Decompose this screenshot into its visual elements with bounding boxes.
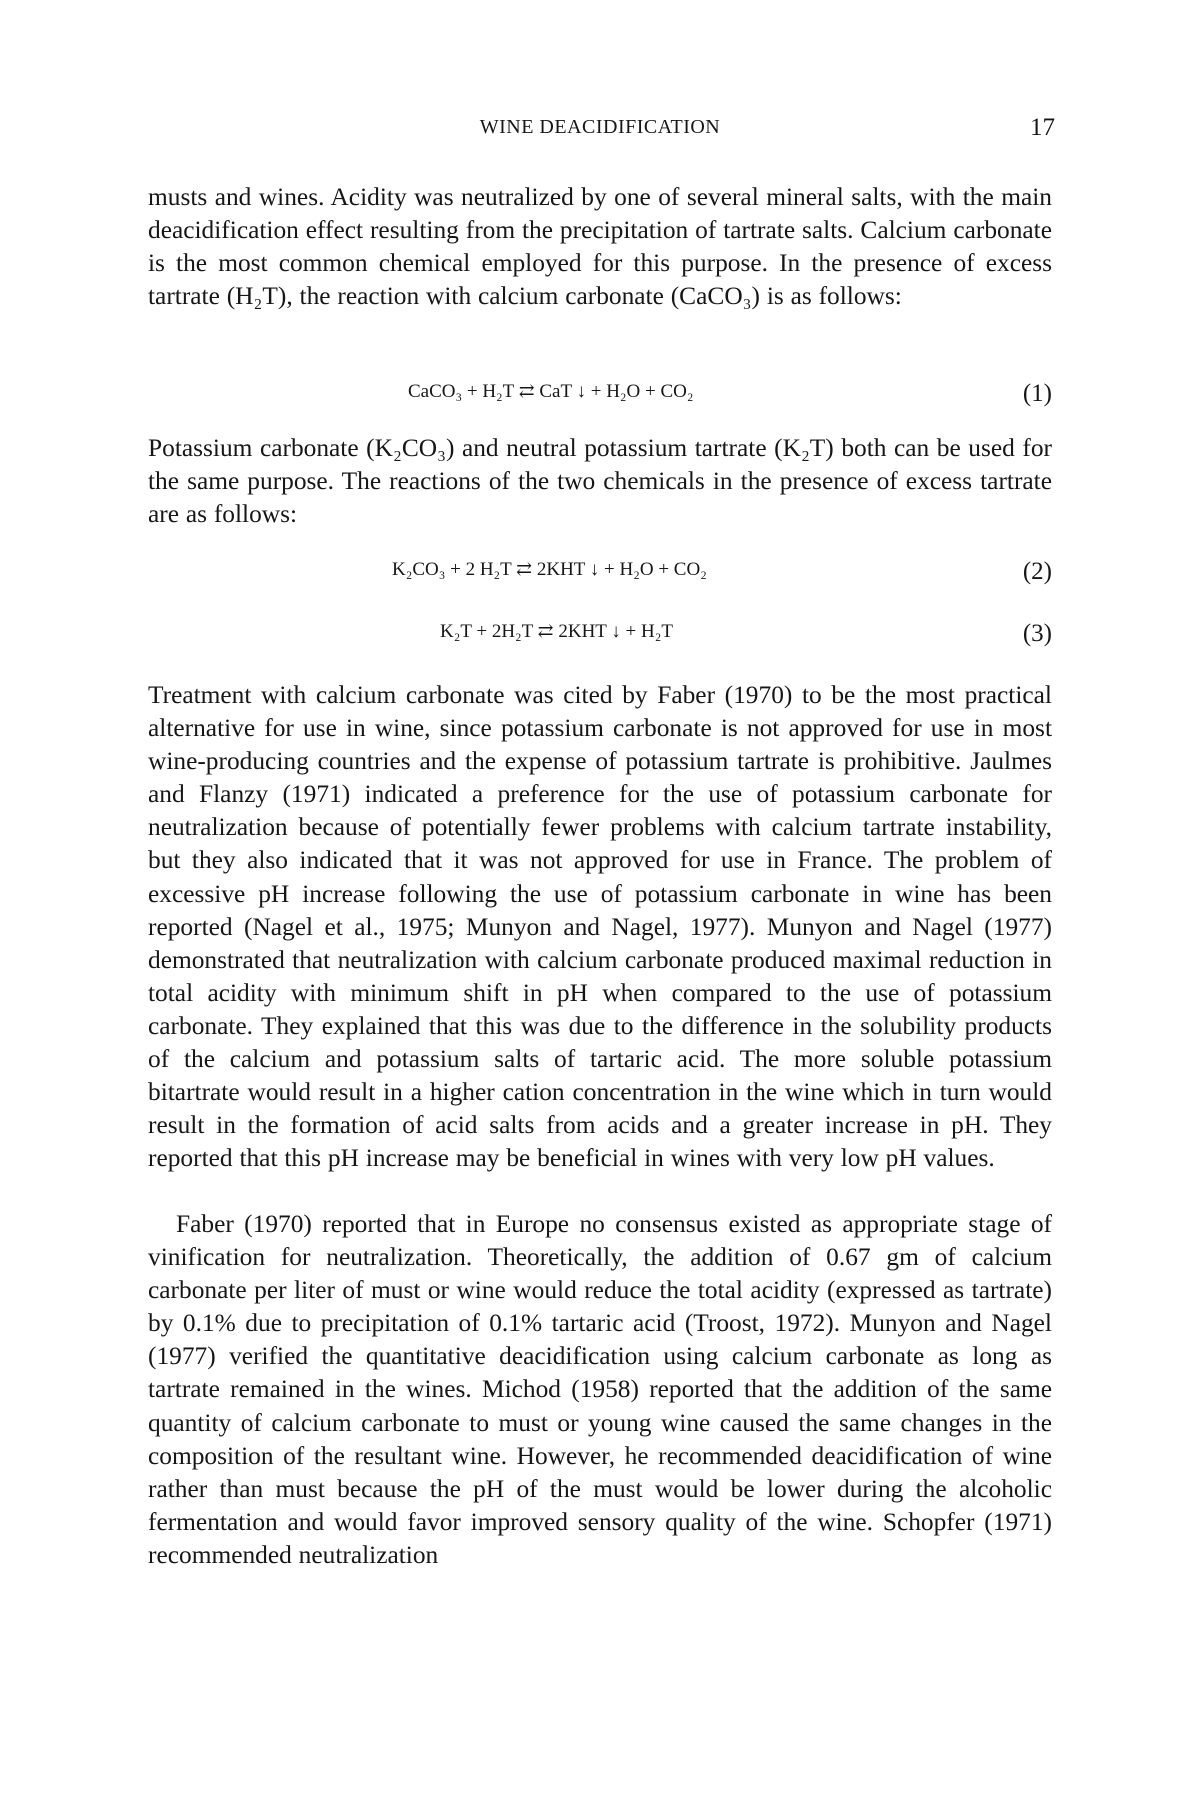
equation-1-number: (1) (1022, 380, 1052, 407)
equation-1-formula: CaCO₃ + H₂T ⇄ CaT ↓ + H₂O + CO₂ (408, 381, 694, 402)
paragraph-3: Treatment with calcium carbonate was cited by Faber (1970) to be the most practical alternative for use in wine, since potassium carbonate is not approved for use in most wine-producing countries and the expense of potassium tartrate is prohibitive. Jaulmes and Flanzy (1971) indicated a preference for the use of potassium carbonate for neutralization because of potentially fewer problems with calcium tartrate instability, but they also indicated that it was not approved for use in France. The problem of excessive pH increase following the use of potassium carbonate in wine has been reported (Nagel et al., 1975; Munyon and Nagel, 1977). Munyon and Nagel (1977) demonstrated that neutralization with calcium carbonate produced maximal reduction in total acidity with minimum shift in pH when compared to the use of potassium carbonate. They explained that this was due to the difference in the solubility products of the calcium and potassium salts of tartaric acid. The more soluble potassium bitartrate would result in a higher cation concentration in the wine which in turn would result in the formation of acid salts from acids and a greater increase in pH. They reported that this pH increase may be beneficial in wines with very low pH values. (148, 681, 1052, 1173)
equation-3-number: (3) (1022, 620, 1052, 647)
paragraph-4: Faber (1970) reported that in Europe no consensus existed as appropriate stage of vinification for neutralization. Theoretically, the addition of 0.67 gm of calcium carbonate per liter of must or wine would reduce the total acidity (expressed as tartrate) by 0.1% due to precipitation of 0.1% tartaric acid (Troost, 1972). Munyon and Nagel (1977) verified the quantitative deacidification using calcium carbonate as long as tartrate remained in the wines. Michod (1958) reported that the addition of the same quantity of calcium carbonate to must or young wine caused the same changes in the composition of the resultant wine. However, he recommended deacidification of wine rather than must because the pH of the must would be lower during the alcoholic fermentation and would favor improved sensory quality of the wine. Schopfer (1971) recommended neutralization (148, 1210, 1052, 1569)
page-number: 17 (1030, 114, 1055, 141)
equation-2-number: (2) (1022, 558, 1052, 585)
equation-3-formula: K₂T + 2H₂T ⇄ 2KHT ↓ + H₂T (440, 621, 673, 642)
paragraph-1: musts and wines. Acidity was neutralized by one of several mineral salts, with the main deacidification effect resulting from the precipitation of tartrate salts. Calcium carbonate is the most common chemical employed for this purpose. In the presence of excess tartrate (H₂T), the reaction with calcium carbonate (CaCO₃) is as follows: (148, 183, 1052, 311)
equation-2 (148, 558, 1052, 590)
paragraph-2: Potassium carbonate (K₂CO₃) and neutral potassium tartrate (K₂T) both can be used for the same purpose. The reactions of the two chemicals in the presence of excess tartrate are as follows: (148, 434, 1052, 529)
equation-1 (148, 380, 1052, 412)
equation-2-formula: K₂CO₃ + 2 H₂T ⇄ 2KHT ↓ + H₂O + CO₂ (392, 559, 707, 580)
running-head-title: WINE DEACIDIFICATION (479, 116, 721, 138)
equation-3 (148, 620, 1052, 652)
